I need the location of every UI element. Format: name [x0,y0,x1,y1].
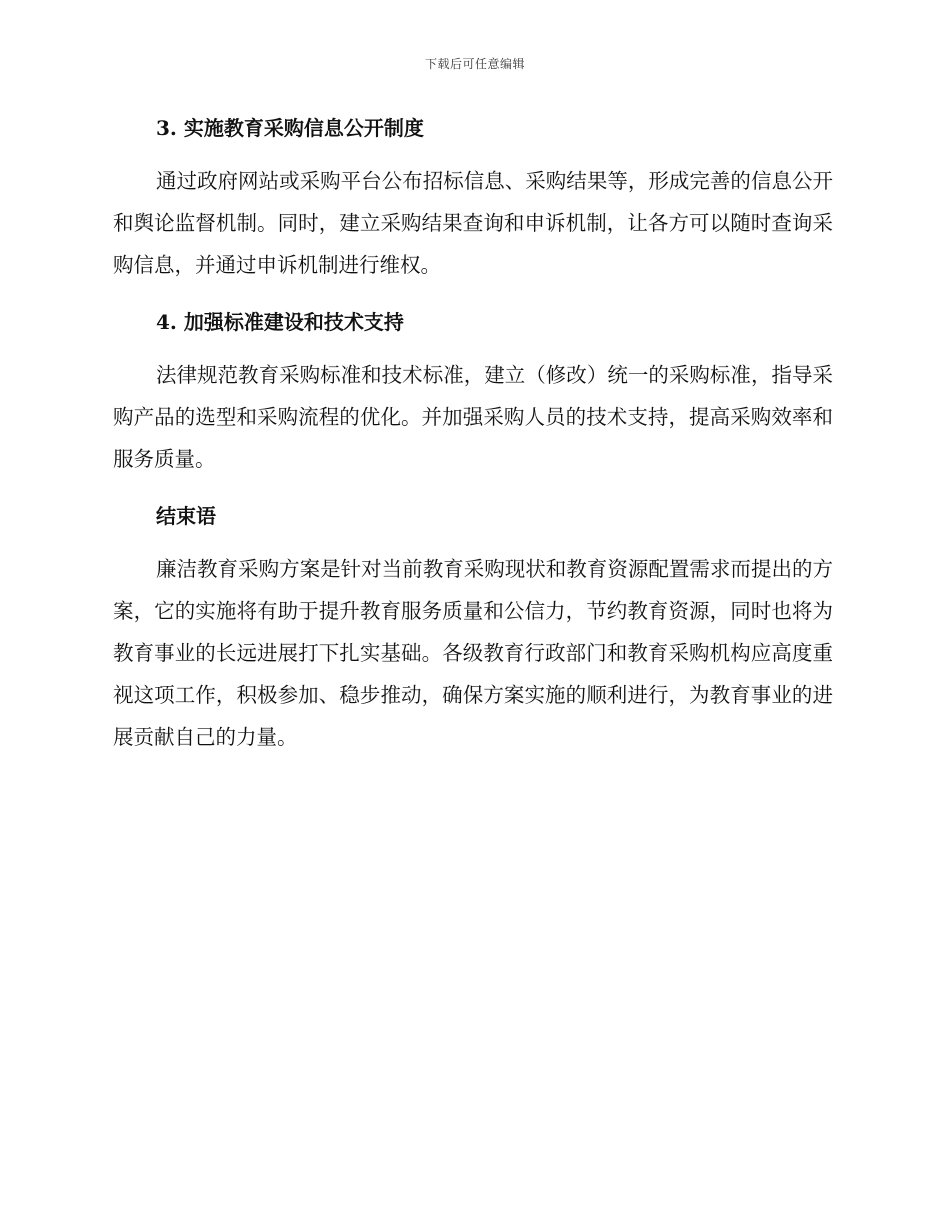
section-paragraph: 法律规范教育采购标准和技术标准，建立（修改）统一的采购标准，指导采购产品的选型和采购流程的优化。并加强采购人员的技术支持，提高采购效率和服务质量。 [113,363,833,471]
section-paragraph: 通过政府网站或采购平台公布招标信息、采购结果等，形成完善的信息公开和舆论监督机制。同时，建立采购结果查询和申诉机制，让各方可以随时查询采购信息，并通过申诉机制进行维权。 [113,169,833,277]
document-body [113,108,833,774]
section-heading: 3. 实施教育采购信息公开制度 [156,116,424,140]
section-3 [113,108,833,286]
section-heading: 4. 加强标准建设和技术支持 [156,310,404,334]
section-heading: 结束语 [156,504,216,528]
section-paragraph: 廉洁教育采购方案是针对当前教育采购现状和教育资源配置需求而提出的方案，它的实施将有助于提升教育服务质量和公信力，节约教育资源，同时也将为教育事业的长远进展打下扎实基础。各级教育行政部门和教育采购机构应高度重视这项工作，积极参加、稳步推动，确保方案实施的顺利进行，为教育事业的进展贡献自己的力量。 [113,557,833,749]
section-conclusion [113,496,833,758]
header-note: 下载后可任意编辑 [424,57,525,71]
section-4 [113,302,833,480]
